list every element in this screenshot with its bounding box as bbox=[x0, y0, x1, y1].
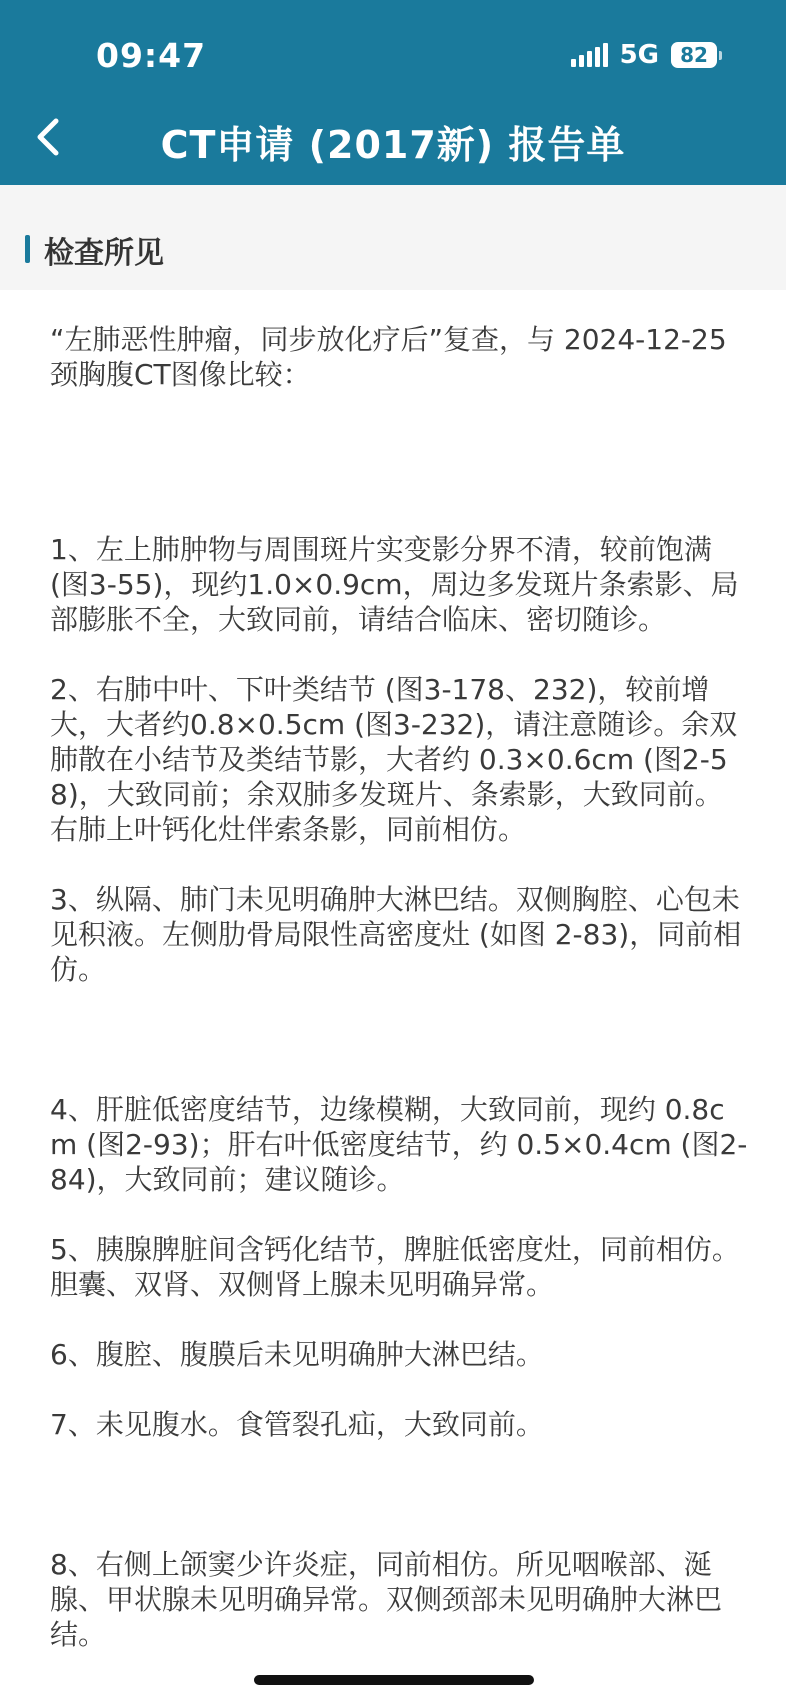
report-findings bbox=[50, 322, 750, 1652]
finding-item-3: 3、纵隔、肺门未见明确肿大淋巴结。双侧胸腔、心包未见积液。左侧肋骨局限性高密度灶 (如图 2-83)，同前相仿。 bbox=[50, 883, 742, 986]
signal-icon bbox=[571, 43, 608, 67]
app-header bbox=[0, 0, 786, 185]
finding-item-4: 4、肝脏低密度结节，边缘模糊，大致同前，现约 0.8cm (图2-93)；肝右叶低密度结节，约 0.5×0.4cm (图2-84)，大致同前；建议随诊。 bbox=[50, 1093, 748, 1196]
section-title: 检查所见 bbox=[44, 236, 164, 271]
nav-bar bbox=[0, 100, 786, 185]
battery-icon bbox=[671, 42, 722, 68]
page-title: CT申请 (2017新) 报告单 bbox=[160, 123, 626, 167]
finding-item-5: 5、胰腺脾脏间含钙化结节，脾脏低密度灶，同前相仿。胆囊、双肾、双侧肾上腺未见明确异常。 bbox=[50, 1233, 740, 1301]
finding-item-1: 1、左上肺肿物与周围斑片实变影分界不清，较前饱满 (图3-55)，现约1.0×0.9cm，周边多发斑片条索影、局部膨胀不全，大致同前，请结合临床、密切随诊。 bbox=[50, 533, 739, 636]
home-indicator[interactable] bbox=[254, 1675, 534, 1685]
findings-intro: “左肺恶性肿瘤，同步放化疗后”复查，与 2024-12-25颈胸腹CT图像比较： bbox=[50, 323, 727, 391]
status-indicators bbox=[571, 40, 722, 70]
status-bar bbox=[0, 0, 786, 100]
finding-item-6: 6、腹腔、腹膜后未见明确肿大淋巴结。 bbox=[50, 1338, 544, 1371]
finding-item-7: 7、未见腹水。食管裂孔疝，大致同前。 bbox=[50, 1408, 544, 1441]
network-type: 5G bbox=[619, 40, 659, 70]
finding-item-8: 8、右侧上颌窦少许炎症，同前相仿。所见咽喉部、涎腺、甲状腺未见明确异常。双侧颈部未见明确肿大淋巴结。 bbox=[50, 1548, 723, 1651]
section-header bbox=[0, 185, 786, 290]
battery-level: 82 bbox=[671, 42, 717, 68]
section-marker bbox=[25, 235, 30, 263]
status-time: 09:47 bbox=[96, 36, 207, 75]
battery-tip bbox=[719, 51, 722, 60]
finding-item-2: 2、右肺中叶、下叶类结节 (图3-178、232)，较前增大，大者约0.8×0.5cm (图3-232)，请注意随诊。余双肺散在小结节及类结节影，大者约 0.3×0.6cm (图2-58)，大致同前；余双肺多发斑片、条索影，大致同前。右肺上叶钙化灶伴索条影，同前相仿。 bbox=[50, 673, 738, 846]
